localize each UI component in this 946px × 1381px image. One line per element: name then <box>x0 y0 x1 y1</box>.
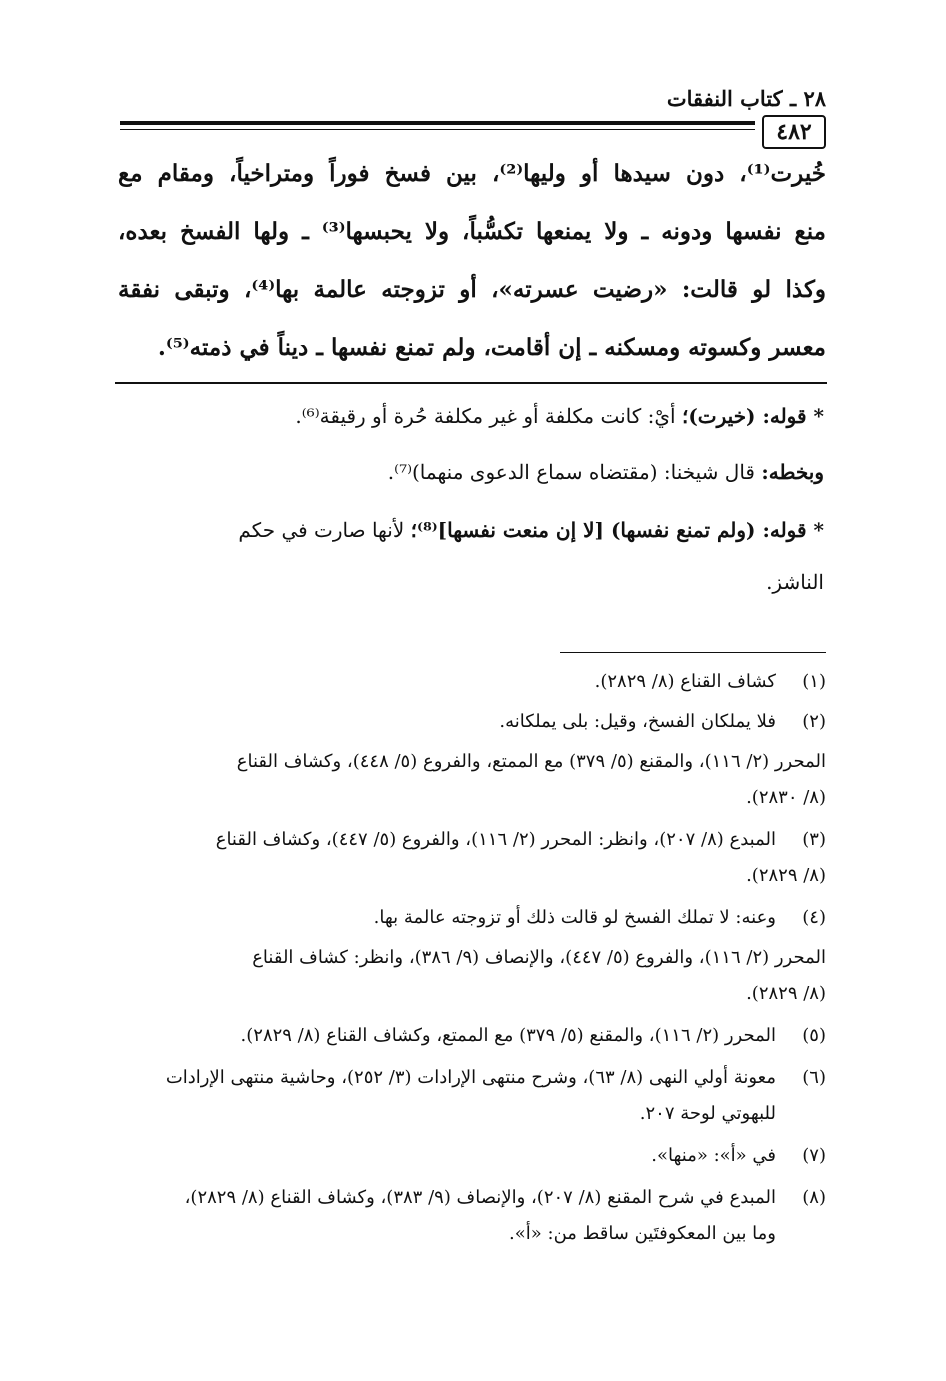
commentary-1 <box>118 396 824 436</box>
footnote-number: (٥) <box>802 1025 826 1046</box>
footnotes <box>110 664 826 1252</box>
commentary-2-text: قال شيخنا: (مقتضاه سماع الدعوى منهما)⁽⁷⁾. <box>387 460 755 484</box>
footnote-number: (٣) <box>802 829 826 850</box>
footnote-text: (٨/ ٢٨٣٠). <box>746 787 826 808</box>
commentary-3-line-2: الناشز. <box>766 570 824 594</box>
commentary-3 <box>118 510 824 550</box>
page-number: ٤٨٢ <box>762 115 826 149</box>
footnote-7 <box>110 1138 826 1174</box>
main-line-2: منع نفسها ودونه ـ ولا يمنعها تكسُّباً، ولا يحبسها⁽³⁾ ـ ولها الفسخ بعده، <box>118 218 826 245</box>
footnote-text: وما بين المعكوفتَين ساقط من: «أ». <box>509 1223 776 1244</box>
running-title: ٢٨ ـ كتاب النفقات <box>666 86 826 111</box>
footnote-number: (٢) <box>802 711 826 732</box>
footnote-separator <box>560 652 826 653</box>
footnote-1 <box>110 664 826 700</box>
footnote-2-sources <box>110 744 826 816</box>
footnote-text: للبهوتي لوحة ٢٠٧. <box>639 1103 776 1124</box>
footnote-4 <box>110 900 826 936</box>
footnote-text: المحرر (٢/ ١١٦)، والمقنع (٥/ ٣٧٩) مع الممتع، وكشاف القناع (٨/ ٢٨٢٩). <box>240 1025 776 1046</box>
footnote-number: (٤) <box>802 907 826 928</box>
footnote-text: (٨/ ٢٨٢٩). <box>746 983 826 1004</box>
main-line-1: خُيرت⁽¹⁾، دون سيدها أو وليها⁽²⁾، بين فسخ فوراً ومتراخياً، ومقام مع <box>118 160 827 187</box>
footnote-5 <box>110 1018 826 1054</box>
header-rule-thin <box>120 129 755 130</box>
footnote-text: فلا يملكان الفسخ، وقيل: بلى يملكانه. <box>499 711 776 732</box>
footnote-6 <box>110 1060 826 1132</box>
footnote-number: (٨) <box>802 1187 826 1208</box>
footnote-number: (٧) <box>802 1145 826 1166</box>
footnote-text: معونة أولي النهى (٨/ ٦٣)، وشرح منتهى الإرادات (٣/ ٢٥٢)، وحاشية منتهى الإرادات <box>165 1067 776 1088</box>
commentary-1-lead: * قوله: (خيرت)؛ <box>681 404 824 428</box>
footnote-text: المحرر (٢/ ١١٦)، والمقنع (٥/ ٣٧٩) مع الممتع، والفروع (٥/ ٤٤٨)، وكشاف القناع <box>236 751 826 772</box>
footnote-3 <box>110 822 826 894</box>
footnote-text: المحرر (٢/ ١١٦)، والفروع (٥/ ٤٤٧)، والإنصاف (٩/ ٣٨٦)، وانظر: كشاف القناع <box>252 947 826 968</box>
footnote-text: وعنه: لا تملك الفسخ لو قالت ذلك أو تزوجته عالمة بها. <box>373 907 776 928</box>
footnote-number: (١) <box>802 671 826 692</box>
footnote-text: كشاف القناع (٨/ ٢٨٢٩). <box>594 671 776 692</box>
commentary-1-text: أيْ: كانت مكلفة أو غير مكلفة حُرة أو رقيقة⁽⁶⁾. <box>295 404 676 428</box>
commentary-2-lead: وبخطه: <box>761 460 824 484</box>
footnote-text: (٨/ ٢٨٢٩). <box>746 865 826 886</box>
footnote-4-sources <box>110 940 826 1012</box>
header-rule-thick <box>120 121 755 125</box>
footnote-text: المبدع في شرح المقنع (٨/ ٢٠٧)، والإنصاف (٩/ ٣٨٣)، وكشاف القناع (٨/ ٢٨٢٩)، <box>184 1187 776 1208</box>
footnote-number: (٦) <box>802 1067 826 1088</box>
footnote-2 <box>110 704 826 740</box>
footnote-text: في «أ»: «منها». <box>651 1145 776 1166</box>
commentary-2 <box>118 452 824 492</box>
commentary-3-lead: * قوله: (ولم تمنع نفسها) [لا إن منعت نفسها]⁽⁸⁾؛ <box>410 518 824 542</box>
main-line-4: معسر وكسوته ومسكنه ـ إن أقامت، ولم تمنع نفسها ـ ديناً في ذمته⁽⁵⁾. <box>157 334 826 361</box>
main-separator <box>115 382 827 384</box>
commentary-3-text: لأنها صارت في حكم <box>238 518 405 542</box>
main-line-3: وكذا لو قالت: «رضيت عسرته»، أو تزوجته عالمة بها⁽⁴⁾، وتبقى نفقة <box>118 276 827 303</box>
footnote-text: المبدع (٨/ ٢٠٧)، وانظر: المحرر (٢/ ١١٦)، والفروع (٥/ ٤٤٧)، وكشاف القناع <box>215 829 776 850</box>
footnote-8 <box>110 1180 826 1252</box>
